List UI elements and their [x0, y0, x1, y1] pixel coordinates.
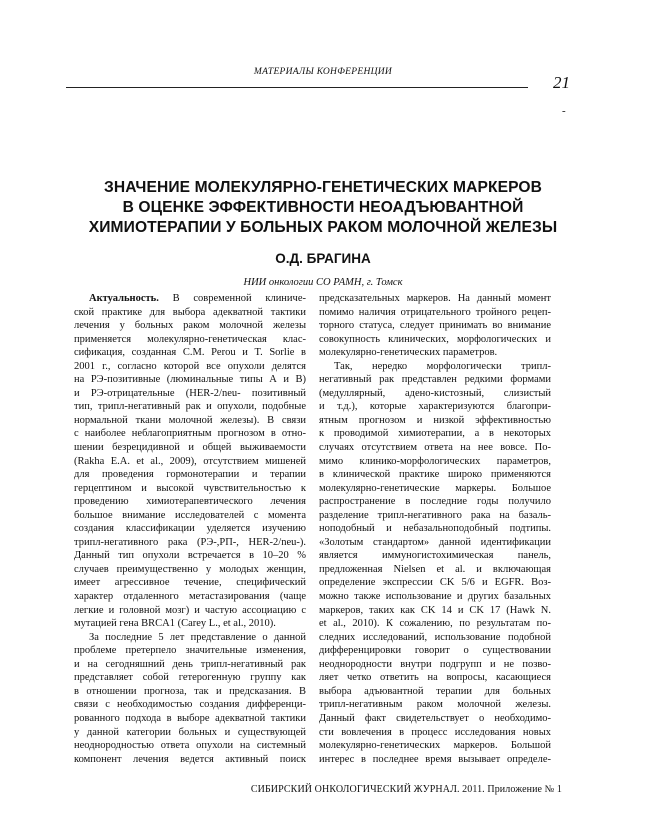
text-line: трипл-негативным раком молочной железы. — [319, 699, 551, 711]
text-line: мутацией гена BRCA1 (Carey L., et al., 2010). — [74, 618, 276, 630]
text-line: большое внимание исследователей с момента — [74, 509, 306, 521]
text-line: тип, трипл-негативный рак и опухоли, подобные — [74, 401, 306, 413]
text-line: Данный факт свидетельствует о необходимо- — [319, 712, 551, 724]
author-name: О.Д. БРАГИНА — [275, 251, 371, 266]
text-line: молекулярно-генетических маркеров. Большой — [319, 740, 551, 752]
text-line: et al., 2010). К сожалению, по результатам по- — [319, 618, 551, 630]
text-line: «Золотым стандартом» данной идентификации — [319, 536, 551, 548]
text-line: предложенная Nielsen et al. и включающая — [319, 563, 551, 575]
text-line — [74, 292, 306, 306]
title-line: ЗНАЧЕНИЕ МОЛЕКУЛЯРНО-ГЕНЕТИЧЕСКИХ МАРКЕРОВ — [104, 179, 542, 196]
text-line: шении безрецидивной и общей выживаемости — [74, 442, 306, 454]
text-line: компонент лечения ведется активный поиск — [74, 753, 306, 765]
text-line: проблеме претерпело значительные изменения, — [74, 645, 306, 657]
left-column — [74, 292, 306, 766]
text-line: представляет собой гетерогенную группу как — [74, 672, 306, 684]
text-line: молекулярно-генетические маркеры. Большое — [319, 482, 551, 494]
text-line: негативный рак представлен редкими формами — [319, 374, 551, 386]
text-line: проведению химиотерапевтического лечения — [74, 496, 306, 508]
text-line: имеет агрессивное течение, специфический — [74, 577, 306, 589]
text-line: ской практике для выбора адекватной тактики — [74, 306, 306, 318]
text-line: и на сегодняшний день трипл-негативный рак — [74, 658, 306, 670]
text-line: легкие и головной мозг) и частую ассоциацию с — [74, 604, 306, 616]
text-line: интерес в последнее время вызывает определе- — [319, 753, 551, 765]
page-number: 21 — [553, 73, 570, 92]
text-line: ноподобный и небазальноподобный подтипы. — [319, 523, 551, 535]
text-line: в клинической практике широко применяются — [319, 469, 551, 481]
text-line: разделение трипл-негативного рака на базаль- — [319, 509, 551, 521]
text-line: молекулярно-генетических параметров. — [319, 347, 498, 359]
text-line: Данный тип опухоли встречается в 10–20 % — [74, 550, 306, 562]
text-line: характер отдаленного метастазирования (чаще — [74, 591, 306, 603]
text-line: у данной категории больных и существующей — [74, 726, 306, 738]
title-line: В ОЦЕНКЕ ЭФФЕКТИВНОСТИ НЕОАДЪЮВАНТНОЙ — [122, 199, 524, 216]
text-line: к проводимой химиотерапии, а в некоторых — [319, 428, 551, 440]
text-line: трипл-негативного рака (РЭ-,РП-, HER-2/neu-). — [74, 536, 306, 548]
text-line: следних исследований, использование подобной — [319, 631, 551, 643]
header-rule — [66, 87, 528, 88]
text-line: рованного подхода в выборе адекватной тактики — [74, 712, 306, 724]
text-line: на РЭ-позитивные (люминальные типы А и В) — [74, 374, 306, 386]
text-line: сификация, созданная C.M. Perou и T. Sorlie в — [74, 347, 306, 359]
text-line: случаев преимущественно у молодых женщин, — [74, 563, 306, 575]
title-line: ХИМИОТЕРАПИИ У БОЛЬНЫХ РАКОМ МОЛОЧНОЙ ЖЕЛЕЗЫ — [88, 219, 558, 236]
text-line: можно также использование и других базальных — [319, 591, 551, 603]
text-line: неоднородности внутри подгрупп и не позво- — [319, 658, 551, 670]
text-line: для проведения гормонотерапии и терапии — [74, 469, 306, 481]
text-line: маркеров, таких как CK 14 и CK 17 (Hawk N. — [319, 604, 551, 616]
text-line: связи с необходимостью создания дифференци- — [74, 699, 306, 711]
text-line: помимо наличия отрицательного тройного рецеп- — [319, 306, 551, 318]
text-line-rest: В современной клиниче- — [158, 293, 306, 304]
text-line: ятным прогнозом и низкой эффективностью — [319, 414, 551, 426]
article-title — [60, 178, 586, 238]
text-line: За последние 5 лет представление о данной — [89, 631, 306, 643]
journal-footer: СИБИРСКИЙ ОНКОЛОГИЧЕСКИЙ ЖУРНАЛ. 2011. Приложение № 1 — [250, 784, 562, 795]
page-dash: - — [562, 105, 566, 117]
text-line: и РЭ-отрицательные (HER-2/neu- позитивный — [74, 387, 306, 399]
text-line: случаях отсутствием ответа на нее вовсе. По- — [319, 442, 551, 454]
text-line: определение экспрессии CK 5/6 и EGFR. Воз- — [319, 577, 551, 589]
text-line: 2001 г., согласно которой все опухоли делятся — [74, 360, 306, 372]
text-line: создания классификации уделяется изучению — [74, 523, 306, 535]
text-line: Так, нередко морфологически трипл- — [334, 360, 551, 372]
text-line: применяется молекулярно-генетическая клас- — [74, 333, 306, 345]
text-line: в отношении прогноза, так и предсказания. В — [74, 685, 306, 697]
text-line: предсказательных маркеров. На данный момент — [319, 293, 551, 304]
section-lead: Актуальность. — [89, 293, 159, 304]
text-line: (медуллярный, адено-кистозный, слизистый — [319, 387, 551, 399]
text-line: ляет четко ответить на вопросы, касающиеся — [319, 672, 551, 684]
text-line: мимо клинико-морфологических параметров, — [319, 455, 551, 467]
text-line: выбора адъювантной терапии для больных — [319, 685, 551, 697]
text-line: и т.д.), которые характеризуются благопри- — [319, 401, 551, 413]
text-line: с наиболее неблагоприятным прогнозом в отно- — [74, 428, 306, 440]
text-line: нормальной ткани молочной железы). В связи — [74, 414, 306, 426]
text-line: распространение в последние годы получило — [319, 496, 551, 508]
text-line: дифференцировки говорит о существовании — [319, 645, 551, 657]
text-line: герцептином и высокой чувствительностью к — [74, 482, 306, 494]
text-line: торного статуса, следует принимать во внимание — [319, 320, 551, 332]
running-head: МАТЕРИАЛЫ КОНФЕРЕНЦИИ — [253, 67, 393, 77]
text-line: неоднородностью ответа опухоли на системный — [74, 740, 306, 752]
text-line: лечения у больных раком молочной железы — [74, 320, 306, 332]
affiliation: НИИ онкологии СО РАМН, г. Томск — [243, 277, 403, 288]
text-line: (Rakha E.A. et al., 2009), отсутствием мишеней — [74, 455, 306, 467]
text-line: совокупность клинических, морфологических и — [319, 333, 551, 345]
text-line: сти вовлечения в процесс исследования новых — [319, 726, 551, 738]
text-line: является иммуногистохимическая панель, — [319, 550, 551, 562]
right-column — [319, 292, 551, 766]
